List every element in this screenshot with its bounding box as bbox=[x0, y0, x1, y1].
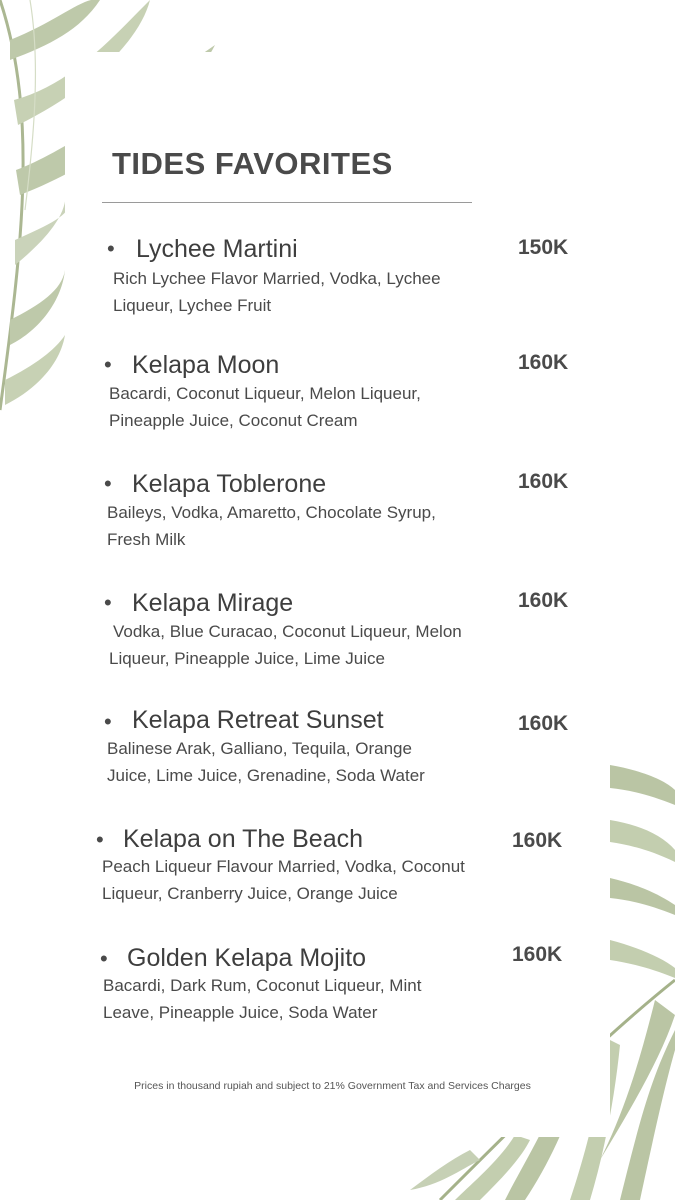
bullet-icon: • bbox=[96, 827, 104, 852]
drink-description bbox=[109, 618, 462, 672]
description-line: Rich Lychee Flavor Married, Vodka, Lychee bbox=[113, 269, 441, 288]
drink-price: 160K bbox=[512, 829, 563, 852]
drink-name: Golden Kelapa Mojito bbox=[127, 944, 367, 972]
description-line: Peach Liqueur Flavour Married, Vodka, Coconut bbox=[102, 857, 465, 876]
bullet-icon: • bbox=[100, 946, 108, 971]
menu-item bbox=[0, 348, 675, 448]
bullet-icon: • bbox=[104, 352, 112, 377]
menu-item bbox=[0, 467, 675, 567]
description-line: Balinese Arak, Galliano, Tequila, Orange bbox=[107, 739, 412, 758]
description-line: Vodka, Blue Curacao, Coconut Liqueur, Melon bbox=[113, 622, 462, 641]
drink-price: 160K bbox=[518, 589, 569, 612]
description-line: Leave, Pineapple Juice, Soda Water bbox=[103, 1003, 378, 1022]
drink-name: Kelapa Mirage bbox=[132, 589, 294, 617]
drink-description bbox=[107, 499, 436, 553]
drink-description bbox=[109, 380, 421, 434]
drink-description bbox=[107, 735, 425, 789]
footnote-text: Prices in thousand rupiah and subject to 21% Government Tax and Services Charges bbox=[134, 1080, 531, 1092]
drink-name: Lychee Martini bbox=[136, 235, 298, 263]
bullet-icon: • bbox=[104, 709, 112, 734]
description-line: Fresh Milk bbox=[107, 530, 186, 549]
description-line: Liqueur, Lychee Fruit bbox=[113, 296, 272, 315]
drink-description bbox=[113, 265, 441, 319]
drink-price: 160K bbox=[518, 351, 569, 374]
description-line: Juice, Lime Juice, Grenadine, Soda Water bbox=[107, 766, 425, 785]
bullet-icon: • bbox=[104, 471, 112, 496]
menu-title: TIDES FAVORITES bbox=[112, 146, 393, 181]
description-line: Baileys, Vodka, Amaretto, Chocolate Syrup, bbox=[107, 503, 436, 522]
drink-price: 160K bbox=[518, 470, 569, 493]
price-footnote bbox=[0, 1080, 675, 1092]
drink-name: Kelapa Moon bbox=[132, 351, 280, 379]
drink-description bbox=[103, 972, 421, 1026]
menu-item bbox=[0, 823, 675, 923]
description-line: Liqueur, Cranberry Juice, Orange Juice bbox=[102, 884, 398, 903]
drink-name: Kelapa on The Beach bbox=[123, 825, 364, 853]
drink-price: 150K bbox=[518, 236, 569, 259]
drink-price: 160K bbox=[518, 712, 569, 735]
menu-item bbox=[0, 942, 675, 1042]
drink-name: Kelapa Toblerone bbox=[132, 470, 327, 498]
menu-item bbox=[0, 586, 675, 686]
bullet-icon: • bbox=[107, 236, 115, 261]
menu-item bbox=[0, 232, 675, 332]
drink-price: 160K bbox=[512, 943, 563, 966]
drink-description bbox=[102, 853, 465, 907]
menu-item bbox=[0, 705, 675, 805]
description-line: Bacardi, Dark Rum, Coconut Liqueur, Mint bbox=[103, 976, 422, 995]
bullet-icon: • bbox=[104, 590, 112, 615]
title-divider bbox=[102, 202, 472, 203]
description-line: Bacardi, Coconut Liqueur, Melon Liqueur, bbox=[109, 384, 421, 403]
drink-name: Kelapa Retreat Sunset bbox=[132, 706, 384, 734]
description-line: Pineapple Juice, Coconut Cream bbox=[109, 411, 358, 430]
description-line: Liqueur, Pineapple Juice, Lime Juice bbox=[109, 649, 385, 668]
